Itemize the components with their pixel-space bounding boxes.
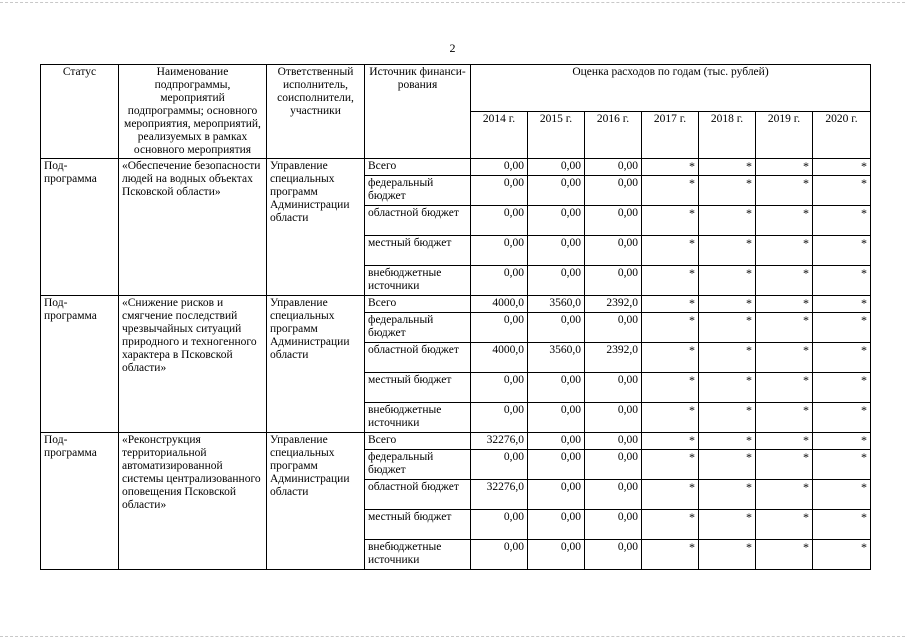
funding-source-label: областной бюджет <box>365 480 471 510</box>
expense-value: 0,00 <box>585 540 642 570</box>
not-determined-mark: * <box>813 313 871 343</box>
not-determined-mark: * <box>642 403 699 433</box>
expense-value: 4000,0 <box>471 343 528 373</box>
expense-value: 2392,0 <box>585 343 642 373</box>
not-determined-mark: * <box>642 266 699 296</box>
not-determined-mark: * <box>642 480 699 510</box>
budget-table-body <box>41 159 871 570</box>
subprogram-status: Под-программа <box>41 433 119 570</box>
not-determined-mark: * <box>699 450 756 480</box>
table-row <box>41 296 871 313</box>
subprogram-name: «Снижение рисков и смягчение последствий чрезвычайных ситуаций природного и техногенного характера в Псковской области» <box>119 296 267 433</box>
expense-value: 0,00 <box>471 159 528 176</box>
not-determined-mark: * <box>813 403 871 433</box>
not-determined-mark: * <box>642 540 699 570</box>
expense-value: 0,00 <box>585 373 642 403</box>
header-estimate: Оценка расходов по годам (тыс. рублей) <box>471 65 871 112</box>
not-determined-mark: * <box>756 433 813 450</box>
not-determined-mark: * <box>756 266 813 296</box>
scan-bottom-edge <box>0 636 905 637</box>
expense-value: 3560,0 <box>528 296 585 313</box>
header-row-1 <box>41 65 871 112</box>
table-row <box>41 159 871 176</box>
not-determined-mark: * <box>699 176 756 206</box>
funding-source-label: федеральный бюджет <box>365 450 471 480</box>
expense-value: 0,00 <box>528 266 585 296</box>
not-determined-mark: * <box>699 206 756 236</box>
funding-source-label: внебюджетные источники <box>365 266 471 296</box>
not-determined-mark: * <box>642 236 699 266</box>
expense-value: 0,00 <box>471 206 528 236</box>
expense-value: 0,00 <box>528 206 585 236</box>
not-determined-mark: * <box>756 540 813 570</box>
not-determined-mark: * <box>642 373 699 403</box>
not-determined-mark: * <box>813 433 871 450</box>
not-determined-mark: * <box>699 373 756 403</box>
funding-source-label: Всего <box>365 296 471 313</box>
not-determined-mark: * <box>813 296 871 313</box>
not-determined-mark: * <box>813 373 871 403</box>
expense-value: 0,00 <box>528 510 585 540</box>
not-determined-mark: * <box>642 176 699 206</box>
not-determined-mark: * <box>642 433 699 450</box>
not-determined-mark: * <box>642 313 699 343</box>
expense-value: 0,00 <box>585 176 642 206</box>
subprogram-responsible: Управление специальных программ Администрации области <box>267 433 365 570</box>
header-name: Наименование подпрограммы, мероприятий подпрограммы; основного мероприятия, мероприятий, реализуемых в рамках основного мероприятия <box>119 65 267 159</box>
funding-source-label: областной бюджет <box>365 206 471 236</box>
not-determined-mark: * <box>699 159 756 176</box>
expense-value: 4000,0 <box>471 296 528 313</box>
header-year: 2015 г. <box>528 112 585 159</box>
expense-value: 0,00 <box>471 313 528 343</box>
header-year: 2014 г. <box>471 112 528 159</box>
not-determined-mark: * <box>813 450 871 480</box>
funding-source-label: Всего <box>365 159 471 176</box>
expense-value: 32276,0 <box>471 433 528 450</box>
not-determined-mark: * <box>756 373 813 403</box>
expense-value: 0,00 <box>471 450 528 480</box>
funding-source-label: федеральный бюджет <box>365 176 471 206</box>
funding-source-label: федеральный бюджет <box>365 313 471 343</box>
expense-value: 0,00 <box>471 373 528 403</box>
expense-value: 2392,0 <box>585 296 642 313</box>
header-source: Источник финанси-рования <box>365 65 471 159</box>
not-determined-mark: * <box>813 540 871 570</box>
not-determined-mark: * <box>756 403 813 433</box>
expense-value: 0,00 <box>585 159 642 176</box>
expense-value: 0,00 <box>585 206 642 236</box>
subprogram-responsible: Управление специальных программ Администрации области <box>267 159 365 296</box>
not-determined-mark: * <box>756 343 813 373</box>
not-determined-mark: * <box>756 510 813 540</box>
expense-value: 0,00 <box>585 450 642 480</box>
not-determined-mark: * <box>699 403 756 433</box>
expense-value: 0,00 <box>528 480 585 510</box>
not-determined-mark: * <box>756 450 813 480</box>
not-determined-mark: * <box>699 296 756 313</box>
budget-table <box>40 64 871 570</box>
subprogram-status: Под-программа <box>41 296 119 433</box>
header-status: Статус <box>41 65 119 159</box>
expense-value: 0,00 <box>528 236 585 266</box>
not-determined-mark: * <box>813 236 871 266</box>
header-year: 2019 г. <box>756 112 813 159</box>
header-responsible: Ответственный исполнитель, соисполнители, участники <box>267 65 365 159</box>
not-determined-mark: * <box>699 313 756 343</box>
not-determined-mark: * <box>699 480 756 510</box>
not-determined-mark: * <box>642 206 699 236</box>
expense-value: 0,00 <box>528 176 585 206</box>
expense-value: 0,00 <box>471 403 528 433</box>
header-year: 2018 г. <box>699 112 756 159</box>
not-determined-mark: * <box>699 266 756 296</box>
expense-value: 0,00 <box>585 510 642 540</box>
expense-value: 0,00 <box>585 403 642 433</box>
header-year: 2020 г. <box>813 112 871 159</box>
not-determined-mark: * <box>642 159 699 176</box>
header-year: 2017 г. <box>642 112 699 159</box>
expense-value: 0,00 <box>585 266 642 296</box>
expense-value: 3560,0 <box>528 343 585 373</box>
subprogram-name: «Обеспечение безопасности людей на водных объектах Псковской области» <box>119 159 267 296</box>
expense-value: 0,00 <box>471 176 528 206</box>
expense-value: 0,00 <box>528 450 585 480</box>
expense-value: 0,00 <box>471 510 528 540</box>
expense-value: 0,00 <box>528 313 585 343</box>
table-row <box>41 433 871 450</box>
funding-source-label: местный бюджет <box>365 510 471 540</box>
not-determined-mark: * <box>642 510 699 540</box>
expense-value: 0,00 <box>585 236 642 266</box>
expense-value: 0,00 <box>528 433 585 450</box>
not-determined-mark: * <box>642 296 699 313</box>
subprogram-status: Под-программа <box>41 159 119 296</box>
funding-source-label: местный бюджет <box>365 373 471 403</box>
expense-value: 0,00 <box>471 540 528 570</box>
not-determined-mark: * <box>813 159 871 176</box>
funding-source-label: Всего <box>365 433 471 450</box>
not-determined-mark: * <box>756 313 813 343</box>
expense-value: 0,00 <box>585 313 642 343</box>
subprogram-responsible: Управление специальных программ Администрации области <box>267 296 365 433</box>
expense-value: 0,00 <box>471 236 528 266</box>
not-determined-mark: * <box>813 343 871 373</box>
not-determined-mark: * <box>756 236 813 266</box>
not-determined-mark: * <box>813 266 871 296</box>
expense-value: 0,00 <box>471 266 528 296</box>
not-determined-mark: * <box>756 480 813 510</box>
expense-value: 0,00 <box>528 159 585 176</box>
funding-source-label: областной бюджет <box>365 343 471 373</box>
not-determined-mark: * <box>642 343 699 373</box>
not-determined-mark: * <box>699 236 756 266</box>
funding-source-label: внебюджетные источники <box>365 403 471 433</box>
not-determined-mark: * <box>813 510 871 540</box>
expense-value: 0,00 <box>528 540 585 570</box>
scan-top-edge <box>0 2 905 3</box>
not-determined-mark: * <box>642 450 699 480</box>
expense-value: 0,00 <box>585 433 642 450</box>
not-determined-mark: * <box>699 343 756 373</box>
header-year: 2016 г. <box>585 112 642 159</box>
not-determined-mark: * <box>756 206 813 236</box>
not-determined-mark: * <box>813 480 871 510</box>
not-determined-mark: * <box>813 206 871 236</box>
expense-value: 0,00 <box>528 403 585 433</box>
subprogram-name: «Реконструкция территориальной автоматизированной системы централизованного оповещения Псковской области» <box>119 433 267 570</box>
funding-source-label: местный бюджет <box>365 236 471 266</box>
not-determined-mark: * <box>699 433 756 450</box>
not-determined-mark: * <box>756 159 813 176</box>
expense-value: 32276,0 <box>471 480 528 510</box>
not-determined-mark: * <box>756 176 813 206</box>
funding-source-label: внебюджетные источники <box>365 540 471 570</box>
expense-value: 0,00 <box>585 480 642 510</box>
not-determined-mark: * <box>756 296 813 313</box>
not-determined-mark: * <box>813 176 871 206</box>
not-determined-mark: * <box>699 540 756 570</box>
not-determined-mark: * <box>699 510 756 540</box>
expense-value: 0,00 <box>528 373 585 403</box>
page-number: 2 <box>449 41 456 55</box>
